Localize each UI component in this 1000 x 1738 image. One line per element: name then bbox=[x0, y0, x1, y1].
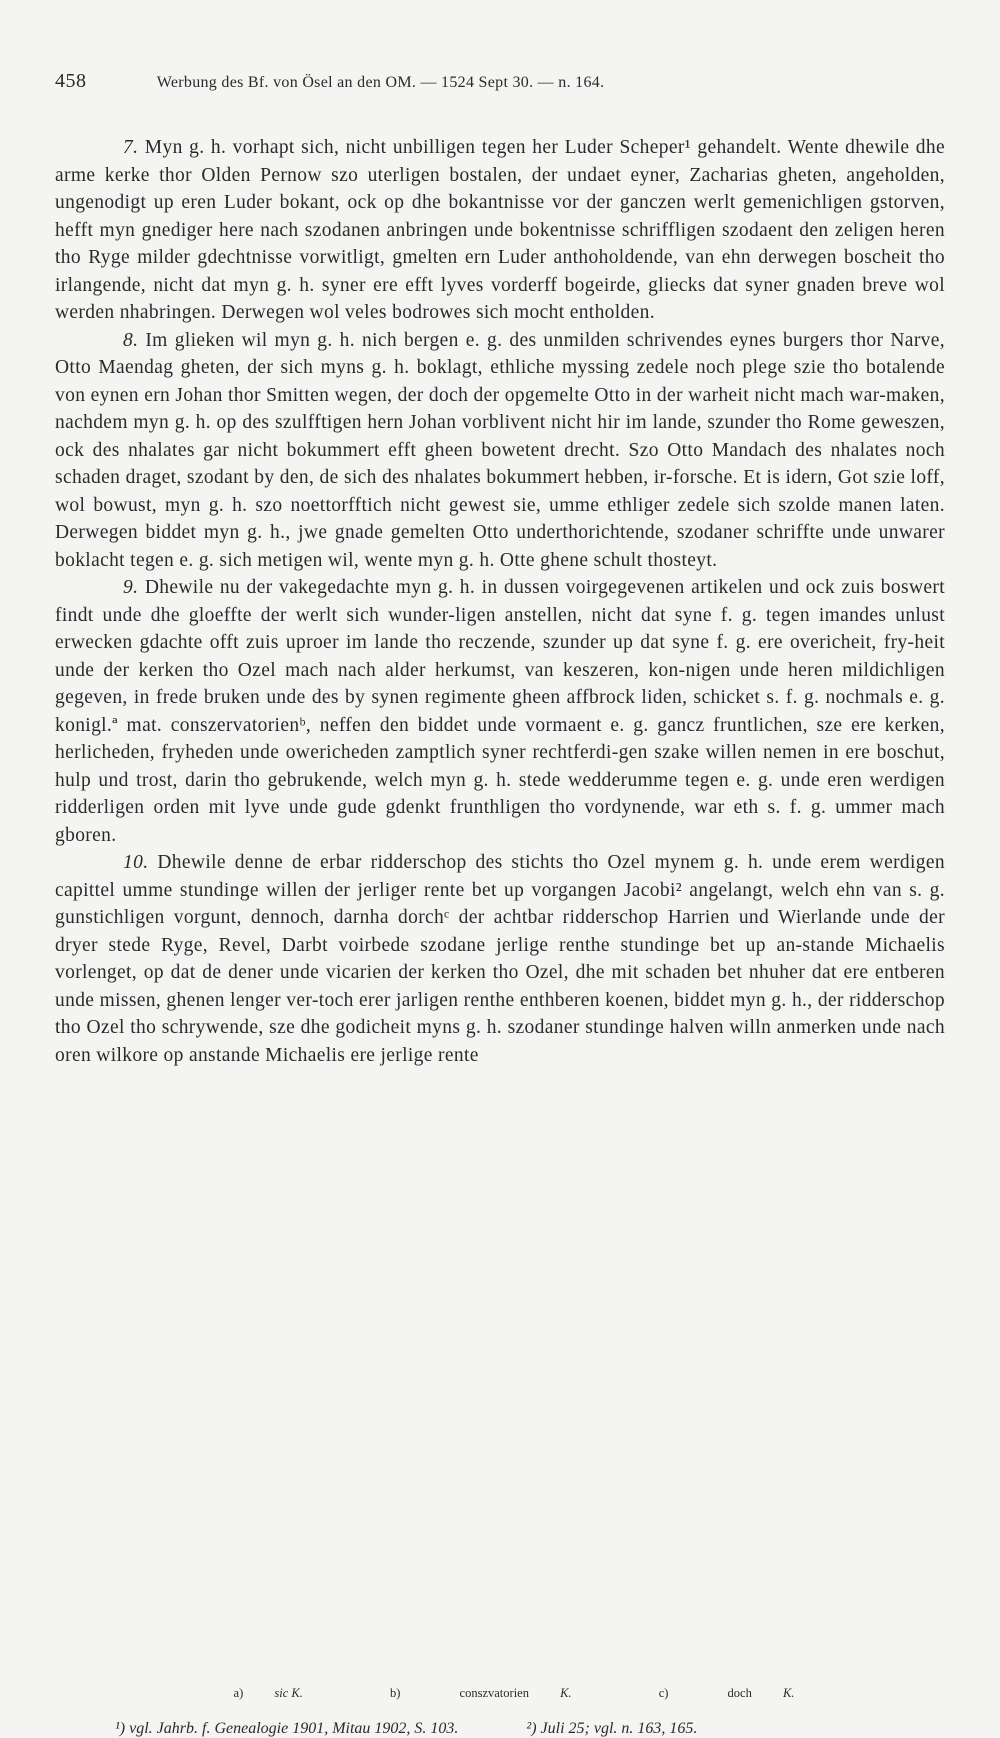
section-number: 7. bbox=[123, 137, 139, 158]
paragraph-8 bbox=[55, 327, 945, 575]
footnotes bbox=[55, 1720, 1000, 1738]
footnote-2: ²) Juli 25; vgl. n. 163, 165. bbox=[526, 1720, 698, 1737]
textual-note: a) sic K. bbox=[233, 1686, 303, 1700]
section-number: 10. bbox=[123, 852, 149, 873]
page-number: 458 bbox=[55, 70, 87, 92]
main-text bbox=[55, 134, 945, 1069]
page-header bbox=[55, 70, 955, 93]
section-number: 9. bbox=[123, 577, 139, 598]
paragraph-10 bbox=[55, 849, 945, 1069]
paragraph-text: Im glieken wil myn g. h. nich bergen e. g. des unmilden schrivendes eynes burgers thor Narve, Otto Maendag gheten, der sich myns g. h. boklagt, ethliche myssing zedele noch plege szie tho botalende von eynen ern Johan thor Smitten wegen, der doch der opgemelte Otto in der warheit nicht mach war-maken, nachdem myn g. h. op des szulfftigen hern Johan vorblivent nicht hir im lande, szunder tho Rome geweszen, ock des nhalates gar nicht bokummert efft gheen bowetent drecht. Szo Otto Mandach des nhalates noch schaden draget, szodant by den, de sich des nhalates bokummert hebben, ir-forsche. Et is idern, Got szie loff, wol bowust, myn g. h. szo noettorfftich nicht gewest sie, umme ethliger zedele sich szolde manen laten. Derwegen biddet myn g. h., jwe gnade gemelten Otto underthorichtende, szodaner schriffte unde unwarer boklacht tegen e. g. sich metigen wil, wente myn g. h. Otte ghene schult thosteyt. bbox=[55, 329, 945, 571]
textual-note: c) doch K. bbox=[658, 1686, 795, 1700]
paragraph-text: Dhewile nu der vakegedachte myn g. h. in dussen voirgegevenen artikelen und ock zuis boswert findt unde dhe gloeffte der werlt sich wunder-ligen anstellen, nicht dat syne f. g. tegen imandes unlust erwecken gdachte offt zuis uproer im lande tho reczende, szunder up dat syne f. g. ere overicheit, fry-heit unde der kerken tho Ozel mach nach alder herkumst, van keszeren, kon-nigen unde heren mildichligen gegeven, in frede bruken unde des by synen regimente gheen affbrock liden, schicket s. f. g. nochmals e. g. konigl.ª mat. conszervatorienᵇ, neffen den biddet unde vormaent e. g. gancz fruntlichen, sze ere kerken, herlicheden, fryheden unde owericheden zamptlich syner rechtferdi-gen szake willen nemen in ere boschut, hulp und trost, darin tho gebrukende, welch myn g. h. stede wedderumme tegen e. g. unde eren werdigen ridderligen orden mit lyve unde gude gdenkt frunthligen tho vordynende, war eth s. f. g. ummer mach gboren. bbox=[55, 577, 945, 846]
paragraph-text: Dhewile denne de erbar ridderschop des stichts tho Ozel mynem g. h. unde erem werdigen capittel umme stundinge willen der jerliger rente bet up vorgangen Jacobi² angelangt, welch ehn van s. g. gunstichligen vorgunt, dennoch, darnha dorchᶜ der achtbar ridderschop Harrien und Wierlande unde der dryer stede Ryge, Revel, Darbt voirbede szodane jerlige renthe stundinge bet up an-stande Michaelis vorlenget, op dat de dener unde vicarien der kerken tho Ozel, dhe mit schaden bet nhuher dat ere entberen unde missen, ghenen lenger ver-toch erer jarligen renthe enthberen koenen, biddet myn g. h., der ridderschop tho Ozel tho schrywende, sze dhe godicheit myns g. h. szodaner stundinge halven willn anmerken unde nach oren wilkore op anstande Michaelis ere jerlige rente bbox=[55, 852, 945, 1066]
footnote-1: ¹) vgl. Jahrb. f. Genealogie 1901, Mitau 1902, S. 103. bbox=[115, 1720, 459, 1737]
section-number: 8. bbox=[123, 329, 139, 351]
paragraph-text: Myn g. h. vorhapt sich, nicht unbilligen tegen her Luder Scheper¹ gehandelt. Wente dhewile dhe arme kerke thor Olden Pernow szo uterligen bostalen, der undaet eyner, Zacharias gheten, angeholden, ungenodigt up eren Luder bokant, ock op dhe bokantnisse vor der ganczen werlt gemenichligen gstorven, hefft myn gnediger here nach szodanen anbringen unde bokentnisse schriffligen szodaent den zeligen heren tho Ryge milder gdechtnisse vorwitligt, gmelten ern Luder anthoholdende, van ehn derwegen boscheit tho irlangende, nicht dat myn g. h. syner ere efft lyves vorderff bogeirde, gliecks dat syner gnaden breve wol werden nhabringen. Derwegen wol veles bodrowes sich mocht entholden. bbox=[55, 137, 945, 323]
paragraph-7 bbox=[55, 134, 945, 327]
textual-notes bbox=[55, 1686, 945, 1701]
textual-note: b) conszvatorien K. bbox=[390, 1686, 572, 1700]
running-head: Werbung des Bf. von Ösel an den OM. — 1524 Sept 30. — n. 164. bbox=[156, 74, 605, 91]
paragraph-9 bbox=[55, 574, 945, 849]
